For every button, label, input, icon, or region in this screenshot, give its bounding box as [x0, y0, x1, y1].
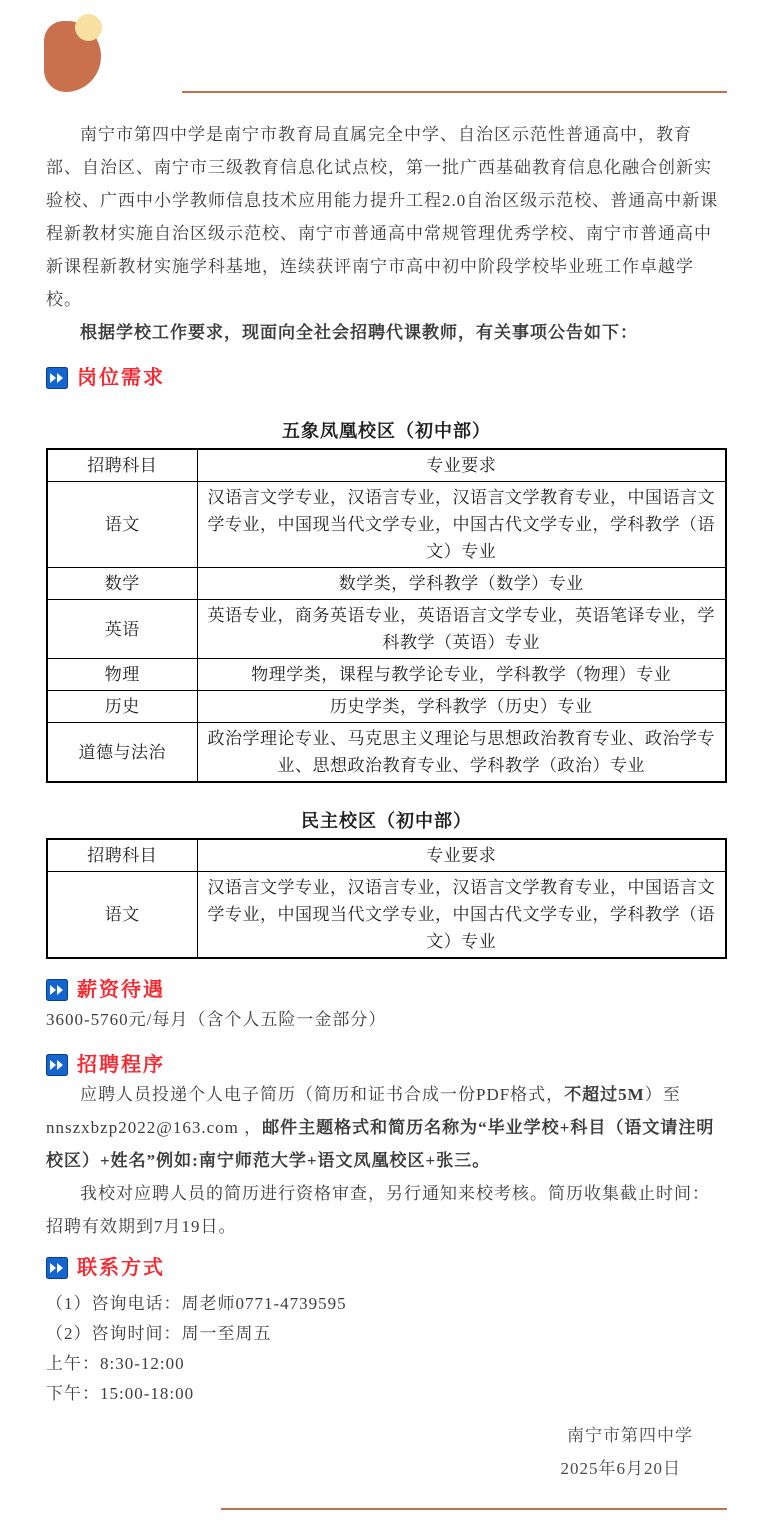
school-logo: [44, 14, 128, 98]
requirement-cell: 历史学类，学科教学（历史）专业: [197, 691, 726, 723]
requirement-cell: 英语专业，商务英语专业，英语语言文学专业，英语笔译专业，学科教学（英语）专业: [197, 600, 726, 659]
table-row: [47, 568, 726, 600]
section-header-process: [46, 1052, 727, 1078]
requirement-cell: 汉语言文学专业，汉语言专业，汉语言文学教育专业，中国语言文学专业，中国现当代文学专业，中国古代文学专业，学科教学（语文）专业: [197, 872, 726, 959]
signature-school: 南宁市第四中学: [567, 1426, 693, 1445]
logo-dot-shape: [75, 14, 102, 41]
section-title-process: 招聘程序: [77, 1054, 165, 1076]
table-row: [47, 691, 726, 723]
signature-date: 2025年6月20日: [560, 1459, 681, 1478]
campus1-requirements-table: [46, 448, 727, 783]
fast-forward-icon: [46, 1054, 68, 1076]
process-text: 应聘人员投递个人电子简历（简历和证书合成一份PDF格式，: [80, 1085, 565, 1104]
section-header-salary: [46, 977, 727, 1003]
contact-time-line: （2）咨询时间：周一至周五: [46, 1324, 272, 1343]
campus2-requirements-table: [46, 838, 727, 959]
salary-text: 3600-5760元/每月（含个人五险一金部分）: [46, 1010, 387, 1029]
table-header-row: [47, 839, 726, 872]
section-header-positions: [46, 365, 727, 391]
fast-forward-icon: [46, 979, 68, 1001]
subject-cell: 语文: [47, 482, 197, 568]
column-header-requirement: 专业要求: [197, 839, 726, 872]
campus1-table-title: 五象凤凰校区（初中部）: [282, 421, 491, 441]
subject-cell: 道德与法治: [47, 723, 197, 783]
article-body: [46, 118, 727, 1485]
table-row: [47, 872, 726, 959]
subject-cell: 英语: [47, 600, 197, 659]
subject-cell: 历史: [47, 691, 197, 723]
requirement-cell: 物理学类，课程与教学论专业，学科教学（物理）专业: [197, 659, 726, 691]
contact-morning-line: 上午：8:30-12:00: [46, 1354, 185, 1373]
table-row: [47, 482, 726, 568]
contact-info: [46, 1289, 727, 1409]
section-header-contact: [46, 1255, 727, 1281]
section-title-salary: 薪资待遇: [77, 979, 165, 1001]
subject-cell: 数学: [47, 568, 197, 600]
campus2-table-title: 民主校区（初中部）: [301, 811, 472, 831]
section-title-positions: 岗位需求: [77, 367, 165, 389]
top-divider: [182, 91, 727, 93]
contact-phone-line: （1）咨询电话：周老师0771-4739595: [46, 1294, 347, 1313]
column-header-requirement: 专业要求: [197, 449, 726, 482]
process-text-bold: 不超过5M: [564, 1085, 645, 1104]
process-paragraph-2: 我校对应聘人员的简历进行资格审查，另行通知来校考核。简历收集截止时间：招聘有效期到7月19日。: [46, 1184, 710, 1236]
subject-cell: 语文: [47, 872, 197, 959]
requirement-cell: 政治学理论专业、马克思主义理论与思想政治教育专业、政治学专业、思想政治教育专业、学科教学（政治）专业: [197, 723, 726, 783]
requirement-cell: 数学类，学科教学（数学）专业: [197, 568, 726, 600]
table-row: [47, 600, 726, 659]
process-text-bold: 邮件主题格式和简历名称为“毕业学校+科目（语文请注明校区）+姓名”例如:南宁师范大学+语文凤凰校区+张三。: [46, 1118, 715, 1170]
bottom-divider: [221, 1508, 727, 1510]
column-header-subject: 招聘科目: [47, 449, 197, 482]
requirement-cell: 汉语言文学专业，汉语言专业，汉语言文学教育专业，中国语言文学专业，中国现当代文学专业，中国古代文学专业，学科教学（语文）专业: [197, 482, 726, 568]
subject-cell: 物理: [47, 659, 197, 691]
process-email: nnszxbzp2022@163.com ，: [46, 1118, 263, 1137]
process-text: ）至: [644, 1085, 681, 1104]
table-row: [47, 723, 726, 783]
process-paragraph-1: [46, 1078, 727, 1177]
fast-forward-icon: [46, 1257, 68, 1279]
section-title-contact: 联系方式: [77, 1257, 165, 1279]
table-row: [47, 659, 726, 691]
signature-block: [46, 1419, 727, 1485]
column-header-subject: 招聘科目: [47, 839, 197, 872]
table-header-row: [47, 449, 726, 482]
intro-paragraph: 南宁市第四中学是南宁市教育局直属完全中学、自治区示范性普通高中，教育部、自治区、南宁市三级教育信息化试点校，第一批广西基础教育信息化融合创新实验校、广西中小学教师信息技术应用能力提升工程2.0自治区级示范校、普通高中新课程新教材实施自治区级示范校、南宁市普通高中常规管理优秀学校、南宁市普通高中新课程新教材实施学科基地，连续获评南宁市高中初中阶段学校毕业班工作卓越学校。: [46, 125, 719, 309]
notice-paragraph: 根据学校工作要求，现面向全社会招聘代课教师，有关事项公告如下：: [80, 323, 638, 342]
fast-forward-icon: [46, 367, 68, 389]
contact-afternoon-line: 下午：15:00-18:00: [46, 1384, 195, 1403]
